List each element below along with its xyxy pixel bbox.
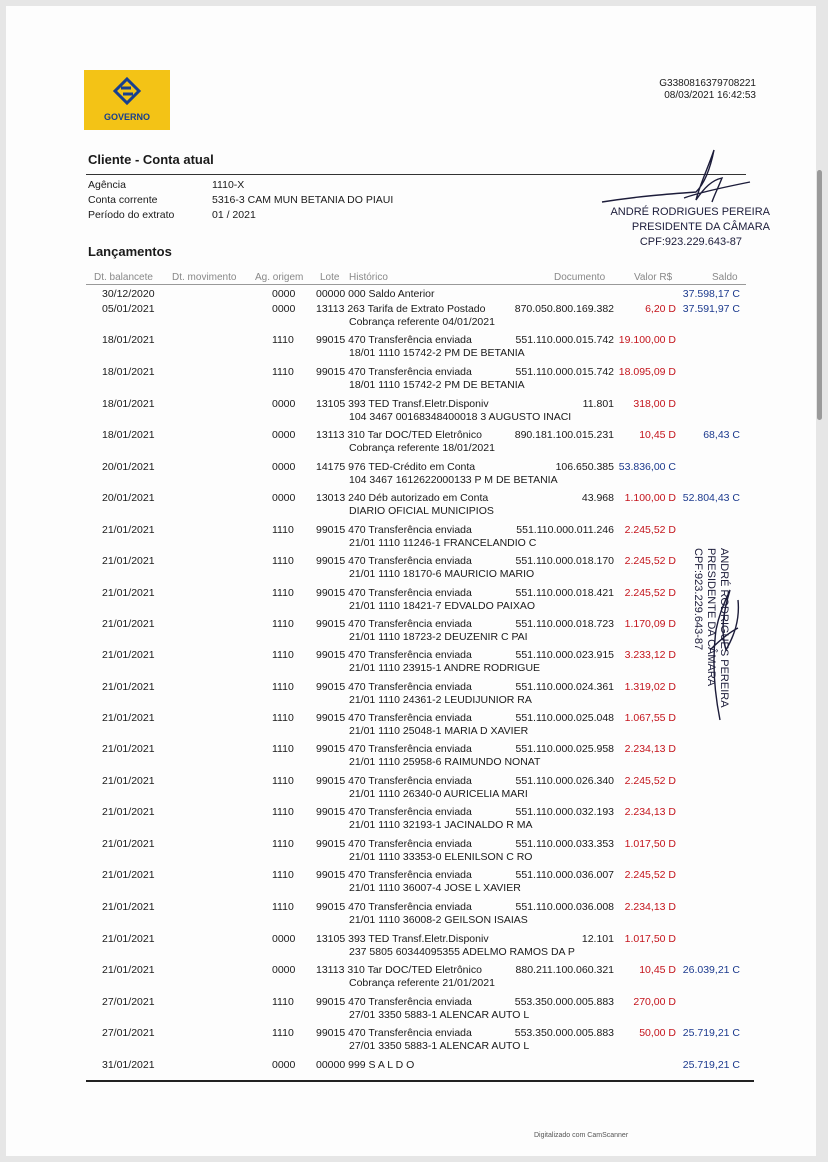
col-header-ag-origem: Ag. origem xyxy=(255,272,304,283)
row-historico-detail: 104 3467 1612622000133 P M DE BETANIA xyxy=(349,474,558,486)
row-historico: 99015 470 Transferência enviada xyxy=(316,681,472,693)
row-ag-origem: 1110 xyxy=(272,618,294,630)
row-ag-origem: 0000 xyxy=(272,429,296,441)
row-date: 05/01/2021 xyxy=(102,303,155,315)
row-historico-detail: 21/01 1110 36007-4 JOSE L XAVIER xyxy=(349,882,521,894)
row-historico: 13013 240 Déb autorizado em Conta xyxy=(316,492,489,504)
row-historico-detail: 21/01 1110 18421-7 EDVALDO PAIXAO xyxy=(349,600,536,612)
row-date: 27/01/2021 xyxy=(102,1027,155,1039)
row-valor: 10,45 D xyxy=(639,429,676,441)
signature-block xyxy=(600,148,770,248)
row-historico-detail: 21/01 1110 25048-1 MARIA D XAVIER xyxy=(349,725,529,737)
row-historico-detail: 21/01 1110 18723-2 DEUZENIR C PAI xyxy=(349,631,528,643)
row-date: 21/01/2021 xyxy=(102,964,155,976)
col-header-historico: Histórico xyxy=(349,272,388,283)
row-historico-detail: 18/01 1110 15742-2 PM DE BETANIA xyxy=(349,379,525,391)
signature-scribble xyxy=(600,148,770,208)
row-documento: 880.211.100.060.321 xyxy=(515,964,614,976)
row-historico: 99015 470 Transferência enviada xyxy=(316,838,472,850)
row-documento: 551.110.000.025.048 xyxy=(515,712,614,724)
row-historico: 99015 470 Transferência enviada xyxy=(316,366,472,378)
row-saldo: 26.039,21 C xyxy=(682,964,740,976)
reference-code: G3380816379708221 xyxy=(659,78,756,89)
row-documento: 551.110.000.015.742 xyxy=(515,334,614,346)
row-historico: 99015 470 Transferência enviada xyxy=(316,555,472,567)
col-header-dt-movimento: Dt. movimento xyxy=(172,272,237,283)
row-documento: 551.110.000.032.193 xyxy=(515,806,614,818)
row-date: 21/01/2021 xyxy=(102,869,155,881)
bank-logo xyxy=(84,70,170,130)
row-date: 18/01/2021 xyxy=(102,366,155,378)
col-header-documento: Documento xyxy=(554,272,606,283)
row-historico-detail: 104 3467 00168348400018 3 AUGUSTO INACI xyxy=(349,411,572,423)
row-ag-origem: 1110 xyxy=(272,334,294,346)
row-date: 20/01/2021 xyxy=(102,492,155,504)
row-historico: 13113 310 Tar DOC/TED Eletrônico xyxy=(316,429,482,441)
row-documento: 43.968 xyxy=(581,492,614,504)
row-ag-origem: 0000 xyxy=(272,398,296,410)
row-date: 20/01/2021 xyxy=(102,461,155,473)
row-historico: 99015 470 Transferência enviada xyxy=(316,618,472,630)
row-documento: 553.350.000.005.883 xyxy=(514,1027,614,1039)
row-documento: 551.110.000.024.361 xyxy=(515,681,614,693)
row-saldo: 52.804,43 C xyxy=(682,492,740,504)
row-documento: 551.110.000.018.170 xyxy=(515,555,614,567)
row-date: 21/01/2021 xyxy=(102,838,155,850)
row-ag-origem: 1110 xyxy=(272,1027,294,1039)
row-historico-detail: 27/01 3350 5883-1 ALENCAR AUTO L xyxy=(349,1009,530,1021)
row-date: 21/01/2021 xyxy=(102,649,155,661)
scrollbar[interactable] xyxy=(817,170,822,420)
row-date: 21/01/2021 xyxy=(102,775,155,787)
periodo-value: 01 / 2021 xyxy=(212,209,256,221)
row-valor: 1.067,55 D xyxy=(624,712,676,724)
signature-cpf: CPF:923.229.643-87 xyxy=(639,236,742,248)
row-documento: 870.050.800.169.382 xyxy=(514,303,614,315)
row-historico: 14175 976 TED-Crédito em Conta xyxy=(316,461,476,473)
row-ag-origem: 1110 xyxy=(272,712,294,724)
row-ag-origem: 0000 xyxy=(272,933,296,945)
row-historico: 99015 470 Transferência enviada xyxy=(316,901,472,913)
row-documento: 12.101 xyxy=(581,933,614,945)
row-date: 21/01/2021 xyxy=(102,524,155,536)
row-saldo: 25.719,21 C xyxy=(682,1027,740,1039)
row-historico: 99015 470 Transferência enviada xyxy=(316,1027,472,1039)
row-historico-detail: 21/01 1110 23915-1 ANDRE RODRIGUE xyxy=(349,662,541,674)
row-documento: 551.110.000.033.353 xyxy=(515,838,614,850)
row-valor: 10,45 D xyxy=(639,964,676,976)
conta-label: Conta corrente xyxy=(88,194,158,206)
col-header-saldo: Saldo xyxy=(712,272,738,283)
row-ag-origem: 0000 xyxy=(272,1059,296,1071)
row-date: 21/01/2021 xyxy=(102,618,155,630)
row-valor: 2.245,52 D xyxy=(624,524,676,536)
row-historico: 99015 470 Transferência enviada xyxy=(316,524,472,536)
row-ag-origem: 0000 xyxy=(272,288,296,300)
scanner-footer: Digitalizado com CamScanner xyxy=(534,1132,629,1139)
col-header-dt-balancete: Dt. balancete xyxy=(94,272,153,283)
row-date: 21/01/2021 xyxy=(102,587,155,599)
row-documento: 551.110.000.025.958 xyxy=(515,743,614,755)
row-historico-detail: 21/01 1110 11246-1 FRANCELANDIO C xyxy=(349,537,537,549)
signature-name: ANDRÉ RODRIGUES PEREIRA xyxy=(610,206,770,218)
row-historico: 99015 470 Transferência enviada xyxy=(316,649,472,661)
row-date: 18/01/2021 xyxy=(102,398,155,410)
row-valor: 270,00 D xyxy=(633,996,676,1008)
row-historico-detail: 21/01 1110 18170-6 MAURICIO MARIO xyxy=(349,568,535,580)
row-saldo: 37.598,17 C xyxy=(682,288,740,300)
row-historico: 13105 393 TED Transf.Eletr.Disponiv xyxy=(316,398,489,410)
row-saldo: 68,43 C xyxy=(703,429,740,441)
row-ag-origem: 0000 xyxy=(272,964,296,976)
row-historico-detail: Cobrança referente 04/01/2021 xyxy=(349,316,495,328)
row-historico-detail: Cobrança referente 18/01/2021 xyxy=(349,442,495,454)
row-ag-origem: 1110 xyxy=(272,996,294,1008)
row-date: 21/01/2021 xyxy=(102,933,155,945)
row-historico: 99015 470 Transferência enviada xyxy=(316,806,472,818)
row-valor: 2.245,52 D xyxy=(624,869,676,881)
row-documento: 551.110.000.018.723 xyxy=(515,618,614,630)
row-valor: 18.095,09 D xyxy=(618,366,676,378)
row-ag-origem: 1110 xyxy=(272,775,294,787)
row-documento: 551.110.000.026.340 xyxy=(515,775,614,787)
row-date: 21/01/2021 xyxy=(102,743,155,755)
row-valor: 1.170,09 D xyxy=(624,618,676,630)
row-historico-detail: 21/01 1110 33353-0 ELENILSON C RO xyxy=(349,851,533,863)
row-historico: 99015 470 Transferência enviada xyxy=(316,334,472,346)
row-saldo: 25.719,21 C xyxy=(682,1059,740,1071)
col-header-valor: Valor R$ xyxy=(634,272,673,283)
row-historico-detail: 21/01 1110 26340-0 AURICELIA MARI xyxy=(349,788,528,800)
row-ag-origem: 1110 xyxy=(272,649,294,661)
row-historico: 00000 999 S A L D O xyxy=(316,1059,415,1071)
row-ag-origem: 1110 xyxy=(272,587,294,599)
row-date: 21/01/2021 xyxy=(102,712,155,724)
margin-signature-name: ANDRÉ RODRIGUES PEREIRA xyxy=(718,548,730,708)
row-documento: 553.350.000.005.883 xyxy=(514,996,614,1008)
logo-text: GOVERNO xyxy=(103,112,150,122)
row-ag-origem: 1110 xyxy=(272,681,294,693)
row-ag-origem: 1110 xyxy=(272,366,294,378)
row-historico: 99015 470 Transferência enviada xyxy=(316,743,472,755)
margin-signature-cpf: CPF:923.229.643-87 xyxy=(692,548,704,651)
row-valor: 19.100,00 D xyxy=(618,334,676,346)
row-valor: 2.234,13 D xyxy=(624,743,676,755)
row-documento: 551.110.000.036.008 xyxy=(515,901,614,913)
row-documento: 551.110.000.023.915 xyxy=(515,649,614,661)
row-historico: 99015 470 Transferência enviada xyxy=(316,996,472,1008)
row-valor: 2.245,52 D xyxy=(624,775,676,787)
row-saldo: 37.591,97 C xyxy=(682,303,740,315)
row-historico-detail: 237 5805 60344095355 ADELMO RAMOS DA P xyxy=(349,946,575,958)
reference-datetime: 08/03/2021 16:42:53 xyxy=(664,90,756,101)
margin-signature-text xyxy=(691,548,730,708)
row-ag-origem: 0000 xyxy=(272,492,296,504)
conta-value: 5316-3 CAM MUN BETANIA DO PIAUI xyxy=(212,194,394,206)
row-valor: 1.100,00 D xyxy=(624,492,676,504)
row-historico-detail: 21/01 1110 25958-6 RAIMUNDO NONAT xyxy=(349,756,541,768)
row-historico-detail: 27/01 3350 5883-1 ALENCAR AUTO L xyxy=(349,1040,530,1052)
header-divider xyxy=(86,284,746,285)
row-valor: 1.017,50 D xyxy=(624,838,676,850)
section-title-lancamentos: Lançamentos xyxy=(88,244,172,259)
row-historico: 13113 263 Tarifa de Extrato Postado xyxy=(316,303,486,315)
row-documento: 551.110.000.011.246 xyxy=(516,524,614,536)
section-title-cliente: Cliente - Conta atual xyxy=(88,152,214,167)
row-historico-detail: 21/01 1110 24361-2 LEUDIJUNIOR RA xyxy=(349,694,532,706)
row-documento: 11.801 xyxy=(582,398,614,410)
row-historico: 00000 000 Saldo Anterior xyxy=(316,288,435,300)
row-documento: 106.650.385 xyxy=(555,461,614,473)
row-ag-origem: 1110 xyxy=(272,743,294,755)
row-ag-origem: 0000 xyxy=(272,461,296,473)
row-historico-detail: DIARIO OFICIAL MUNICIPIOS xyxy=(349,505,494,517)
row-valor: 53.836,00 C xyxy=(618,461,676,473)
row-valor: 2.245,52 D xyxy=(624,555,676,567)
row-historico: 13105 393 TED Transf.Eletr.Disponiv xyxy=(316,933,489,945)
row-historico-detail: 21/01 1110 32193-1 JACINALDO R MA xyxy=(349,819,533,831)
row-ag-origem: 1110 xyxy=(272,524,294,536)
row-date: 21/01/2021 xyxy=(102,901,155,913)
row-ag-origem: 1110 xyxy=(272,901,294,913)
row-ag-origem: 1110 xyxy=(272,869,294,881)
row-historico: 99015 470 Transferência enviada xyxy=(316,587,472,599)
row-ag-origem: 1110 xyxy=(272,838,294,850)
row-valor: 318,00 D xyxy=(633,398,676,410)
row-historico-detail: Cobrança referente 21/01/2021 xyxy=(349,977,495,989)
row-valor: 1.017,50 D xyxy=(624,933,676,945)
agencia-label: Agência xyxy=(88,179,126,191)
row-valor: 50,00 D xyxy=(639,1027,676,1039)
row-date: 27/01/2021 xyxy=(102,996,155,1008)
row-date: 30/12/2020 xyxy=(102,288,155,300)
row-date: 18/01/2021 xyxy=(102,334,155,346)
bank-logo-icon xyxy=(112,76,142,106)
bottom-divider xyxy=(86,1080,754,1082)
row-historico: 99015 470 Transferência enviada xyxy=(316,869,472,881)
row-date: 21/01/2021 xyxy=(102,806,155,818)
row-date: 18/01/2021 xyxy=(102,429,155,441)
periodo-label: Período do extrato xyxy=(88,209,175,221)
row-documento: 551.110.000.015.742 xyxy=(515,366,614,378)
row-historico-detail: 18/01 1110 15742-2 PM DE BETANIA xyxy=(349,347,525,359)
row-valor: 1.319,02 D xyxy=(624,681,676,693)
row-date: 21/01/2021 xyxy=(102,555,155,567)
row-historico: 99015 470 Transferência enviada xyxy=(316,775,472,787)
signature-title: PRESIDENTE DA CÂMARA xyxy=(631,221,770,233)
row-valor: 6,20 D xyxy=(645,303,676,315)
row-valor: 2.234,13 D xyxy=(624,901,676,913)
row-documento: 551.110.000.036.007 xyxy=(515,869,614,881)
row-valor: 2.245,52 D xyxy=(624,587,676,599)
row-documento: 551.110.000.018.421 xyxy=(515,587,614,599)
agencia-value: 1110-X xyxy=(212,179,245,191)
row-historico: 13113 310 Tar DOC/TED Eletrônico xyxy=(316,964,482,976)
row-date: 31/01/2021 xyxy=(102,1059,155,1071)
row-ag-origem: 1110 xyxy=(272,555,294,567)
row-valor: 3.233,12 D xyxy=(624,649,676,661)
row-ag-origem: 0000 xyxy=(272,303,296,315)
row-documento: 890.181.100.015.231 xyxy=(514,429,614,441)
row-valor: 2.234,13 D xyxy=(624,806,676,818)
row-historico: 99015 470 Transferência enviada xyxy=(316,712,472,724)
row-historico-detail: 21/01 1110 36008-2 GEILSON ISAIAS xyxy=(349,914,528,926)
row-date: 21/01/2021 xyxy=(102,681,155,693)
col-header-lote: Lote xyxy=(320,272,340,283)
row-ag-origem: 1110 xyxy=(272,806,294,818)
margin-signature-title: PRESIDENTE DA CÂMARA xyxy=(705,548,717,687)
